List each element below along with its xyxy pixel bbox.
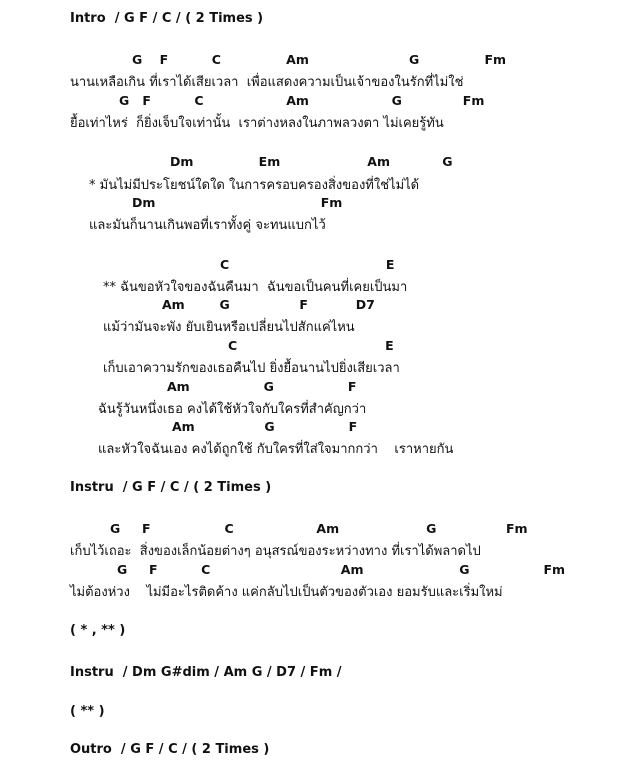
lyric-line: ยื้อเท่าไหร่ ก็ยิ่งเจ็บใจเท่านั้น เราต่างหลงในภาพลวงตา ไม่เคยรู้ทัน: [70, 116, 444, 131]
chord-line: Dm Em Am G: [170, 154, 453, 169]
lyric-line: เก็บไว้เถอะ สิ่งของเล็กน้อยต่างๆ อนุสรณ์ของระหว่างทาง ที่เราได้พลาดไป: [70, 544, 481, 559]
outro-line: Outro / G F / C / ( 2 Times ): [70, 742, 270, 757]
repeat-marker: ( ** ): [70, 704, 105, 719]
intro-line: Intro / G F / C / ( 2 Times ): [70, 11, 264, 26]
chord-line: Am G F D7: [162, 297, 375, 312]
lyric-line: ไม่ต้องห่วง ไม่มีอะไรติดค้าง แค่กลับไปเป็นตัวของตัวเอง ยอมรับและเริ่มใหม่: [70, 585, 503, 600]
lyric-line: และมันก็นานเกินพอที่เราทั้งคู่ จะทนแบกไว้: [89, 218, 326, 233]
lyric-line: แม้ว่ามันจะพัง ยับเยินหรือเปลี่ยนไปสักแค่ไหน: [103, 320, 355, 335]
instru-line: Instru / Dm G#dim / Am G / D7 / Fm /: [70, 665, 342, 680]
chord-line: G F C Am G Fm: [119, 93, 485, 108]
lyric-line: นานเหลือเกิน ที่เราได้เสียเวลา เพื่อแสดงความเป็นเจ้าของในรักที่ไม่ใช่: [70, 75, 464, 90]
lyric-line: และหัวใจฉันเอง คงได้ถูกใช้ กับใครที่ใส่ใจมากกว่า เราหายกัน: [98, 442, 454, 457]
chord-line: G F C Am G Fm: [110, 521, 528, 536]
chord-line: Am G F: [167, 379, 357, 394]
lyric-line: ฉันรู้วันหนึ่งเธอ คงได้ใช้หัวใจกับใครที่สำคัญกว่า: [98, 402, 367, 417]
lyric-line: เก็บเอาความรักของเธอคืนไป ยิ่งยื้อนานไปยิ่งเสียเวลา: [103, 361, 400, 376]
chord-line: Am G F: [172, 419, 358, 434]
chord-line: C E: [228, 338, 394, 353]
lyric-line: * มันไม่มีประโยชน์ใดใด ในการครอบครองสิ่งของที่ใช่ไม่ได้: [89, 178, 420, 193]
chord-line: Dm Fm: [132, 195, 343, 210]
chord-line: G F C Am G Fm: [117, 562, 566, 577]
chord-line: G F C Am G Fm: [132, 52, 507, 67]
repeat-marker: ( * , ** ): [70, 623, 126, 638]
chord-line: C E: [220, 257, 395, 272]
instru-line: Instru / G F / C / ( 2 Times ): [70, 480, 272, 495]
lyric-line: ** ฉันขอหัวใจของฉันคืนมา ฉันขอเป็นคนที่เคยเป็นมา: [103, 280, 408, 295]
